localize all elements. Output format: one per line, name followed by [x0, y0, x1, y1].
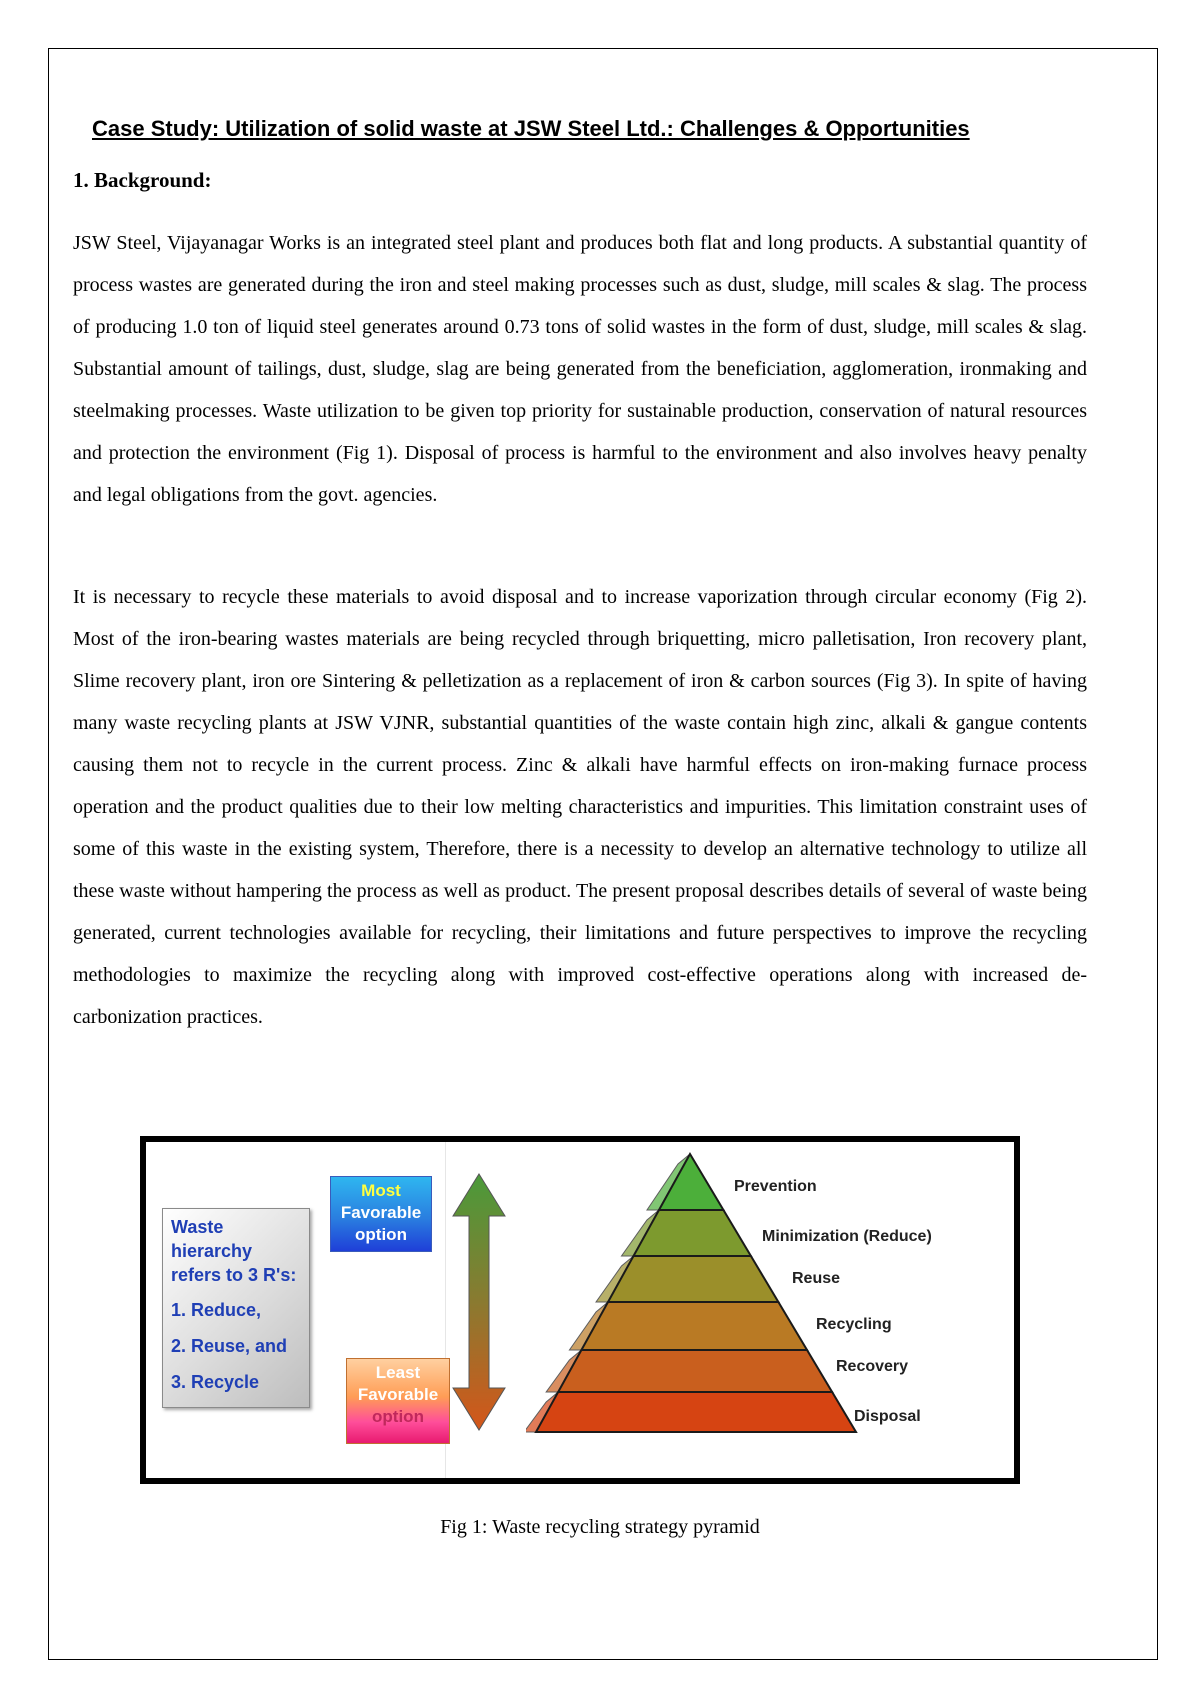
pyramid-level-4	[581, 1302, 807, 1350]
pyramid-label-recycling: Recycling	[816, 1316, 892, 1333]
document-title: Case Study: Utilization of solid waste at JSW Steel Ltd.: Challenges & Opportunities	[92, 116, 970, 141]
most-favorable-line-3: option	[355, 1225, 407, 1244]
hierarchy-item-recycle: 3. Recycle	[171, 1372, 260, 1392]
waste-hierarchy-box	[162, 1208, 310, 1408]
most-favorable-box	[330, 1176, 432, 1252]
figure-caption: Fig 1: Waste recycling strategy pyramid	[440, 1516, 760, 1538]
least-favorable-line-2: Favorable	[357, 1385, 439, 1404]
most-favorable-line-2: Favorable	[340, 1203, 422, 1222]
least-favorable-line-3: option	[372, 1407, 424, 1426]
hierarchy-item-reuse: 2. Reuse, and	[171, 1336, 288, 1356]
least-favorable-box	[346, 1358, 450, 1444]
hierarchy-box-title: Waste hierarchy refers to 3 R's:	[171, 1217, 297, 1285]
hierarchy-item-reduce: 1. Reduce,	[171, 1300, 262, 1320]
most-favorable-line-1: Most	[361, 1181, 401, 1200]
pyramid-label-disposal: Disposal	[854, 1408, 921, 1425]
double-arrow-icon	[451, 1172, 507, 1432]
waste-hierarchy-figure	[140, 1136, 1020, 1484]
paragraph-background-2: It is necessary to recycle these materials to avoid disposal and to increase vaporization through circular economy (Fig 2). Most of the iron-bearing wastes materials are being recycled through briquetting, micro palletisation, Iron recovery plant, Slime recovery plant, iron ore Sintering & pelletization as a replacement of iron & carbon sources (Fig 3). In spite of having many waste recycling plants at JSW VJNR, substantial quantities of the waste contain high zinc, alkali & gangue contents causing them not to recycle in the current process. Zinc & alkali have harmful effects on iron-making furnace process operation and the product qualities due to their low melting characteristics and impurities. This limitation constraint uses of some of this waste in the existing system, Therefore, there is a necessity to develop an alternative technology to utilize all these waste without hampering the process as well as product. The present proposal describes details of several of waste being generated, current technologies available for recycling, their limitations and future perspectives to improve the recycling methodologies to maximize the recycling along with improved cost-effective operations along with increased de-carbonization practices.	[73, 586, 1087, 1028]
section-heading: 1. Background:	[73, 168, 212, 192]
pyramid-level-6	[536, 1392, 856, 1432]
pyramid-label-minimization: Minimization (Reduce)	[762, 1228, 932, 1245]
pyramid-level-5	[558, 1350, 832, 1392]
least-favorable-line-1: Least	[375, 1363, 421, 1382]
pyramid-label-reuse: Reuse	[792, 1270, 841, 1287]
pyramid-level-3	[608, 1256, 778, 1302]
pyramid-label-prevention: Prevention	[734, 1178, 817, 1195]
pyramid-label-recovery: Recovery	[836, 1358, 909, 1375]
paragraph-background-1: JSW Steel, Vijayanagar Works is an integrated steel plant and produces both flat and long products. A substantial quantity of process wastes are generated during the iron and steel making processes such as dust, sludge, mill scales & slag. The process of producing 1.0 ton of liquid steel generates around 0.73 tons of solid wastes in the form of dust, sludge, mill scales & slag. Substantial amount of tailings, dust, sludge, slag are being generated from the beneficiation, agglomeration, ironmaking and steelmaking processes. Waste utilization to be given top priority for sustainable production, conservation of natural resources and protection the environment (Fig 1). Disposal of process is harmful to the environment and also involves heavy penalty and legal obligations from the govt. agencies.	[73, 232, 1087, 506]
